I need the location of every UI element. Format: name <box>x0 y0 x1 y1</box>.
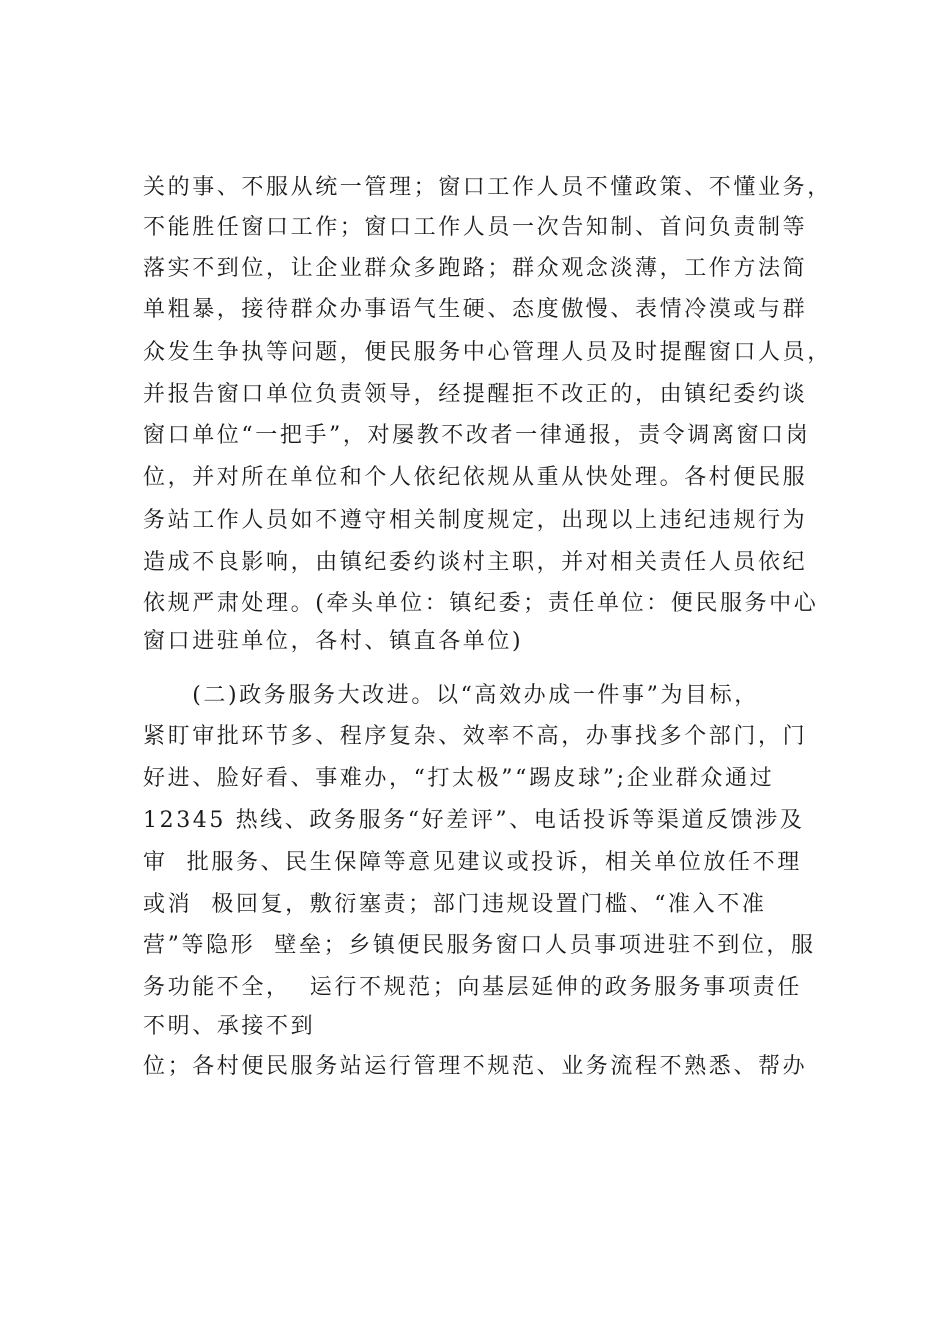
text-line: 不明、承接不到 <box>143 1014 316 1039</box>
text-line: 不能胜任窗口工作；窗口工作人员一次告知制、首问负责制等 <box>143 215 808 240</box>
text-line: 单粗暴，接待群众办事语气生硬、态度傲慢、表情冷漠或与群 <box>143 297 808 322</box>
text-line: 紧盯审批环节多、程序复杂、效率不高，办事找多个部门，门 <box>143 724 808 749</box>
text-line: 依规严肃处理。(牵头单位：镇纪委；责任单位：便民服务中心 <box>143 591 819 616</box>
text-line: 或消 极回复，敷衍塞责；部门违规设置门槛、“准入不准 <box>143 892 767 917</box>
text-line: 造成不良影响，由镇纪委约谈村主职，并对相关责任人员依纪 <box>143 550 808 575</box>
text-line: 位，并对所在单位和个人依纪依规从重从快处理。各村便民服 <box>143 465 808 490</box>
text-line: 好进、脸好看、事难办，“打太极”“踢皮球”;企业群众通过 <box>143 766 775 791</box>
text-line: 务功能不全， 运行不规范；向基层延伸的政务服务事项责任 <box>143 975 802 1000</box>
text-line: 落实不到位，让企业群众多跑路；群众观念淡薄，工作方法简 <box>143 256 808 281</box>
section-heading-line: (二)政务服务大改进。以“高效办成一件事”为目标， <box>143 683 759 708</box>
text-line: 关的事、不服从统一管理；窗口工作人员不懂政策、不懂业务， <box>143 175 832 200</box>
text-line: 并报告窗口单位负责领导，经提醒拒不改正的，由镇纪委约谈 <box>143 382 808 407</box>
text-line: 窗口单位“一把手”，对屡教不改者一律通报，责令调离窗口岗 <box>143 423 811 448</box>
text-line: 窗口进驻单位，各村、镇直各单位) <box>143 629 524 654</box>
text-line: 位；各村便民服务站运行管理不规范、业务流程不熟悉、帮办 <box>143 1054 808 1079</box>
text-line: 务站工作人员如不遵守相关制度规定，出现以上违纪违规行为 <box>143 508 808 533</box>
text-line: 12345 热线、政务服务“好差评”、电话投诉等渠道反馈涉及 <box>143 808 805 833</box>
text-line: 审 批服务、民生保障等意见建议或投诉，相关单位放任不理 <box>143 850 802 875</box>
text-line: 营”等隐形 壁垒；乡镇便民服务窗口人员事项进驻不到位，服 <box>143 933 816 958</box>
text-line: 众发生争执等问题，便民服务中心管理人员及时提醒窗口人员， <box>143 340 832 365</box>
